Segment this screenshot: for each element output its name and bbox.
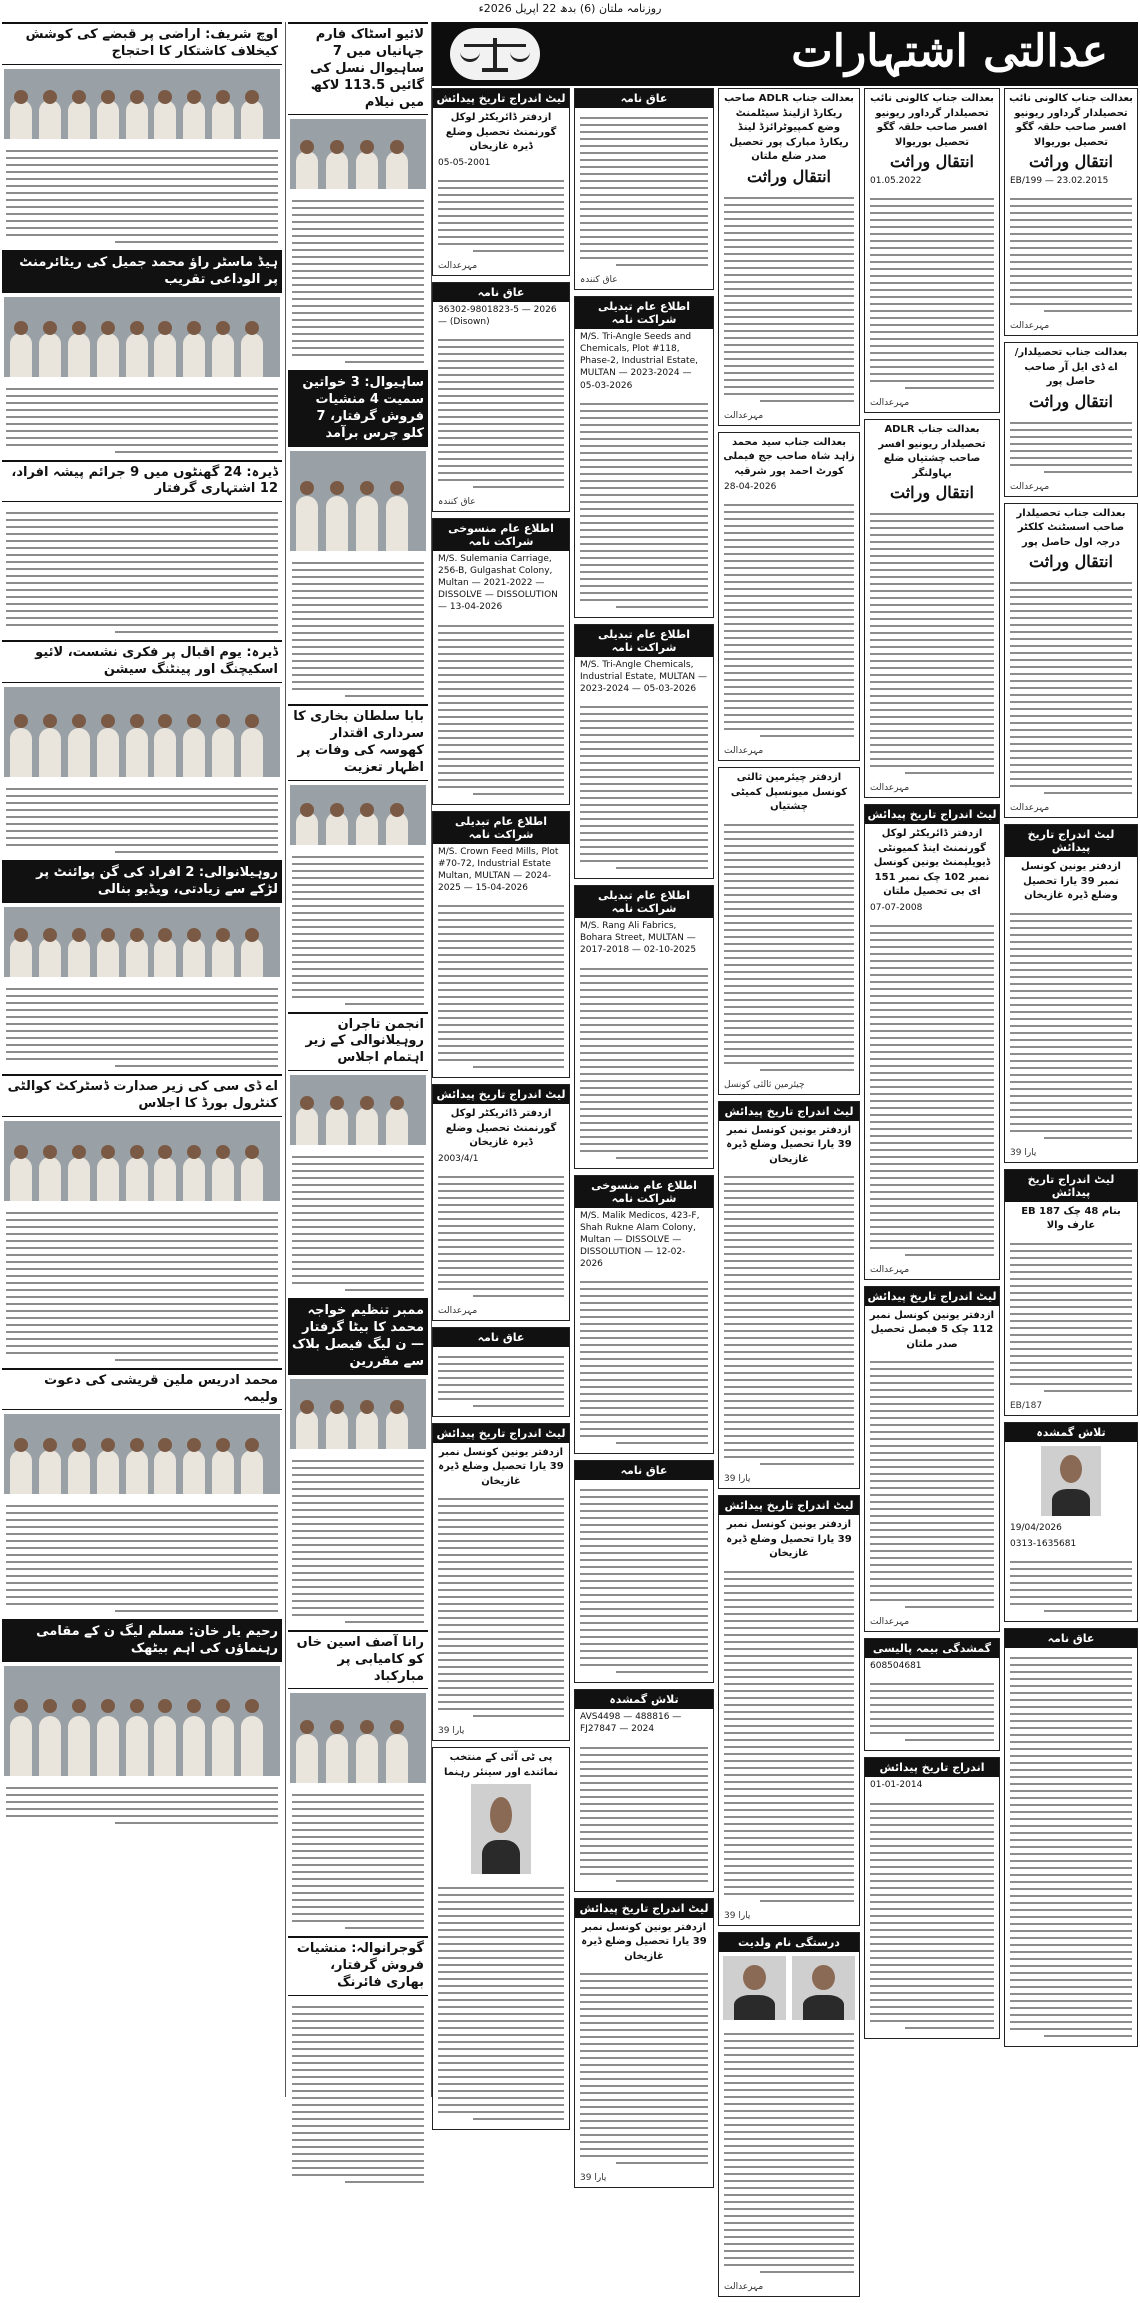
ad-body-text [865, 1674, 999, 1750]
notice-signature: چیئرمین ثالثی کونسل [724, 1079, 805, 1090]
news-body-text [288, 193, 428, 370]
notice-reference: 05-05-2001 [438, 157, 491, 168]
ad-body-text [719, 495, 859, 746]
notice-heading: اطلاع عام تبدیلی شراکت نامہ [433, 812, 569, 844]
notice-heading: لیٹ اندراج تاریخ پیدائش [433, 1424, 569, 1443]
news-body-text [288, 555, 428, 704]
ad-body-text [719, 815, 859, 1080]
court-notice [718, 1495, 860, 1926]
news-photo [4, 297, 280, 377]
news-headline: ڈیرہ: 24 گھنٹوں میں 9 جرائم پیشہ افراد، 12 اشتہاری گرفتار [2, 460, 282, 503]
notice-court-name: بعدالت جناب کالونی نائب تحصیلدار گرداور ریونیو افسر صاحب حلقہ گگو تحصیل بوریوالا [870, 93, 994, 148]
notice-court-name: بعدالت جناب سید محمد زاہد شاہ صاحب جج فیملی کورٹ احمد پور شرقیہ [723, 436, 855, 477]
news-headline: محمد ادریس ملین قریشی کی دعوت ولیمہ [2, 1368, 282, 1411]
notice-latin-text: AVS4498 — 488816 — FJ27847 — 2024 [580, 1712, 682, 1735]
news-body-text [2, 381, 282, 460]
ad-body-text [719, 188, 859, 411]
court-notice [574, 1898, 714, 2189]
notice-reference: EB/199 — 23.02.2015 [1010, 176, 1109, 186]
notice-latin-text: M/S. Crown Feed Mills, Plot #70-72, Industrial Estate Multan, MULTAN — 2024-2025 — 15-04-2026 [438, 846, 559, 894]
notice-court-name: بعدالت جناب کالونی نائب تحصیلدار گرداور ریونیو افسر صاحب حلقہ گگو تحصیل بوریوالا [1009, 93, 1133, 148]
notice-type: انتقال وراثت [1029, 391, 1113, 411]
notice-signature: مہرعدالت [724, 410, 764, 421]
court-notice [718, 1932, 860, 2297]
politician-photo [471, 1784, 531, 1874]
court-notice [864, 419, 1000, 798]
ad-body-text [575, 959, 713, 1168]
notice-court-name: بعدالت جناب ADLR تحصیلدار ریونیو افسر صاحب چشتیاں ضلع بہاولنگر [878, 424, 986, 479]
notice-heading: تلاش گمشدہ [1005, 1423, 1137, 1442]
court-notice [718, 432, 860, 762]
notice-signature: عاق کنندہ [580, 275, 618, 285]
notice-latin-text: M/S. Malik Medicos, 423-F, Shah Rukne Alam Colony, Multan — DISSOLVE — DISSOLUTION — 12-02-2026 [580, 1210, 700, 1270]
notice-heading: عاق نامہ [575, 1461, 713, 1480]
notice-signature: 39 یارا [580, 2173, 607, 2184]
court-notice [432, 811, 570, 1079]
ad-body-text [1005, 1234, 1137, 1401]
masthead [432, 22, 1138, 86]
notice-signature: مہرعدالت [870, 398, 910, 409]
ad-body-text [1005, 413, 1137, 482]
court-notice [718, 1101, 860, 1490]
notice-signature: مہرعدالت [724, 2281, 764, 2292]
ad-column-3 [718, 88, 860, 2303]
news-headline: اے ڈی سی کی زیر صدارت ڈسٹرکٹ کوالٹی کنٹرول بورڈ کا اجلاس [2, 1074, 282, 1117]
notice-court-name: ازدفتر یونین کونسل نمبر 39 یارا تحصیل وضلع ڈیرہ غازیخان [581, 1921, 707, 1962]
notice-heading: اطلاع عام تبدیلی شراکت نامہ [575, 297, 713, 329]
ad-body-text [433, 1167, 569, 1306]
news-body-text [2, 1498, 282, 1619]
notice-court-name: ازدفتر یونین کونسل نمبر 112 چک 5 فیصل تحصیل صدر ملتان [869, 1309, 995, 1350]
ad-body-text [865, 1794, 999, 2038]
notice-reference: 01-01-2014 [870, 1780, 923, 1791]
news-headline: گوجرانوالہ: منشیات فروش گرفتار، بھاری فائرنگ [288, 1936, 428, 1996]
news-photo [290, 1379, 426, 1449]
news-photo [4, 1414, 280, 1494]
applicant-photo [792, 1956, 855, 2020]
notice-court-name: ازدفتر یونین کونسل نمبر 39 یارا تحصیل وضلع ڈیرہ غازیخان [1021, 861, 1121, 902]
court-notice [718, 88, 860, 426]
notice-reference: 2003/4/1 [438, 1153, 479, 1164]
notice-signature: مہرعدالت [724, 746, 764, 757]
notice-signature: مہرعدالت [1010, 321, 1050, 332]
notice-latin-text: M/S. Rang Ali Fabrics, Bohara Street, MULTAN — 2017-2018 — 02-10-2025 [580, 921, 697, 956]
news-photo [290, 119, 426, 189]
court-notice [574, 885, 714, 1168]
news-column-6 [288, 22, 428, 2190]
notice-signature: 39 یارا [724, 1910, 751, 1921]
notice-court-name: ازدفتر ڈائریکٹر لوکل گورنمنٹ اینڈ کمیونٹی ڈیویلپمنٹ یونین کونسل نمبر 102 چک نمبر 151 ای بی تحصیل ملتان [873, 828, 991, 898]
news-body-text [288, 849, 428, 1012]
notice-type: انتقال وراثت [890, 152, 974, 171]
notice-heading: لیٹ اندراج تاریخ پیدائش [1005, 825, 1137, 857]
notice-signature: EB/187 [1010, 1400, 1043, 1411]
ad-column-5 [432, 88, 570, 2136]
ad-body-text [433, 1878, 569, 2129]
ad-column-2 [864, 88, 1000, 2045]
news-headline: ڈیرہ: یوم اقبال پر فکری نشست، لائیو اسکیچنگ اور پینٹنگ سیشن [2, 640, 282, 683]
news-headline: انجمن تاجران روہیلانوالی کے زیر اہتمام اجلاس [288, 1012, 428, 1072]
notice-heading: عاق نامہ [433, 283, 569, 302]
masthead-title: عدالتی اشتہارات [791, 26, 1108, 77]
notice-heading: لیٹ اندراج تاریخ پیدائش [719, 1496, 859, 1515]
ad-body-text [719, 1562, 859, 1911]
notice-heading: لیٹ اندراج تاریخ پیدائش [865, 805, 999, 824]
ad-body-text [575, 394, 713, 617]
scales-of-justice-icon [450, 28, 540, 80]
notice-latin-text: 36302-9801823-5 — 2026 — (Disown) [438, 304, 557, 327]
notice-type: انتقال وراثت [1029, 552, 1113, 572]
court-notice [574, 296, 714, 618]
news-photo [4, 1121, 280, 1201]
notice-heading: تلاش گمشدہ [575, 1690, 713, 1709]
court-notice [432, 1747, 570, 2130]
notice-heading: لیٹ اندراج تاریخ پیدائش [575, 1899, 713, 1918]
ad-body-text [433, 330, 569, 497]
notice-reference: 01.05.2022 [870, 176, 922, 186]
court-notice [1004, 824, 1138, 1163]
notice-date: 19/04/2026 [1010, 1522, 1062, 1533]
ad-body-text [575, 108, 713, 275]
contact-number: 0313-1635681 [1010, 1538, 1077, 1549]
ad-body-text [719, 1167, 859, 1474]
court-notice [1004, 503, 1138, 819]
ad-body-text [719, 2024, 859, 2282]
news-headline: رحیم یار خان: مسلم لیگ ن کے مقامی رہنماؤں کی اہم بیٹھک [2, 1619, 282, 1662]
ad-body-text [865, 504, 999, 783]
notice-heading: لیٹ اندراج تاریخ پیدائش [865, 1287, 999, 1306]
court-notice [574, 1689, 714, 1891]
ad-body-text [865, 916, 999, 1265]
news-column-7 [2, 22, 282, 1831]
court-notice [718, 767, 860, 1095]
news-headline: ممبر تنظیم خواجہ محمد کا بیٹا گرفتار — ن لیگ فیصل بلاک سے مقررین [288, 1298, 428, 1375]
court-notice [432, 1084, 570, 1321]
notice-signature: عاق کنندہ [438, 496, 476, 507]
notice-heading: لیٹ اندراج تاریخ پیدائش [719, 1102, 859, 1121]
court-notice [864, 1757, 1000, 2038]
news-body-text [288, 1999, 428, 2190]
news-headline: رانا آصف اسین خاں کو کامیابی پر مبارکباد [288, 1630, 428, 1690]
ad-body-text [1005, 1648, 1137, 2046]
notice-heading: گمشدگی بیمہ پالیسی [865, 1639, 999, 1658]
news-body-text [2, 1780, 282, 1831]
notice-latin-text: M/S. Tri-Angle Chemicals, Industrial Estate, MULTAN — 2023-2024 — 05-03-2026 [580, 659, 707, 694]
ad-body-text [433, 171, 569, 261]
notice-heading: لیٹ اندراج تاریخ پیدائش [433, 89, 569, 108]
ad-body-text [575, 697, 713, 878]
ad-column-4 [574, 88, 714, 2194]
notice-signature: مہرعدالت [438, 1305, 478, 1316]
court-notice [1004, 342, 1138, 497]
notice-court-name: ازدفتر یونین کونسل نمبر 39 یارا تحصیل وضلع ڈیرہ غازیخان [438, 1446, 564, 1487]
ad-body-text [1005, 904, 1137, 1148]
news-headline: ساہیوال: 3 خواتین سمیت 4 منشیات فروش گرفتار، 7 کلو چرس برآمد [288, 370, 428, 447]
notice-latin-text: M/S. Sulemania Carriage, 256-B, Gulgashat Colony, Multan — 2021-2022 — DISSOLVE — DISSOLUTION — 13-04-2026 [438, 553, 558, 613]
notice-court-name: ازدفتر یونین کونسل نمبر 39 یارا تحصیل وضلع ڈیرہ غازیخان [726, 1124, 852, 1165]
ad-body-text [575, 1272, 713, 1453]
news-photo [290, 1693, 426, 1783]
notice-heading: لیٹ اندراج تاریخ پیدائش [1005, 1170, 1137, 1202]
notice-signature: مہرعدالت [1010, 481, 1050, 492]
notice-reference: 07-07-2008 [870, 902, 923, 913]
court-notice [1004, 88, 1138, 336]
court-notice [1004, 1422, 1138, 1622]
court-notice [574, 88, 714, 290]
court-notice [432, 1423, 570, 1742]
news-headline: بابا سلطان بخاری کا سرداری اقتدار کھوسہ کی وفات پر اظہار تعزیت [288, 704, 428, 781]
notice-court-name: ازدفتر چیئرمین ثالثی کونسل میونسپل کمیٹی چشتیاں [730, 772, 848, 813]
notice-reference: 28-04-2026 [724, 482, 777, 492]
court-notice [432, 1327, 570, 1417]
court-notice [864, 88, 1000, 413]
news-photo [290, 785, 426, 845]
news-headline: اوچ شریف: اراضی پر قبضے کی کوشش کیخلاف کاشتکار کا احتجاج [2, 22, 282, 65]
notice-type: انتقال وراثت [890, 483, 974, 503]
ad-body-text [433, 896, 569, 1077]
news-body-text [288, 1149, 428, 1298]
notice-heading: اطلاع عام تبدیلی شراکت نامہ [575, 886, 713, 918]
notice-signature: 39 یارا [1010, 1147, 1037, 1158]
notice-court-name: بنام 48 چک EB 187 عارف والا [1021, 1205, 1121, 1232]
ad-body-text [575, 1480, 713, 1682]
notice-heading: اندراج تاریخ پیدائش [865, 1758, 999, 1777]
notice-court-name: پی ٹی آئی کے منتخب نمائندے اور سینئر رہنما [444, 1752, 558, 1778]
news-photo [4, 1666, 280, 1776]
court-notice [864, 1286, 1000, 1633]
notice-signature: مہرعدالت [870, 1264, 910, 1275]
news-photo [290, 1075, 426, 1145]
court-notice [432, 282, 570, 512]
notice-heading: اطلاع عام منسوخی شراکت نامہ [433, 519, 569, 551]
ad-body-text [433, 1489, 569, 1726]
notice-court-name: بعدالت جناب تحصیلدار صاحب اسسٹنٹ کلکٹر درجہ اول حاصل پور [1016, 507, 1126, 548]
news-headline: ہیڈ ماسٹر راؤ محمد جمیل کی ریٹائرمنٹ پر الوداعی تقریب [2, 250, 282, 293]
court-notice [1004, 1169, 1138, 1416]
notice-heading: عاق نامہ [433, 1328, 569, 1347]
notice-signature: مہرعدالت [870, 1617, 910, 1628]
news-body-text [288, 1787, 428, 1936]
notice-type: انتقال وراثت [747, 166, 831, 186]
notice-heading: لیٹ اندراج تاریخ پیدائش [433, 1085, 569, 1104]
news-body-text [2, 981, 282, 1074]
notice-court-name: ازدفتر یونین کونسل نمبر 39 یارا تحصیل وضلع ڈیرہ غازیخان [726, 1519, 852, 1560]
notice-heading: اطلاع عام منسوخی شراکت نامہ [575, 1176, 713, 1208]
notice-court-name: ازدفتر ڈائریکٹر لوکل گورنمنٹ تحصیل وضلع ڈیرہ غازیخان [445, 1108, 557, 1149]
ad-body-text [433, 616, 569, 804]
notice-signature: 39 یارا [438, 1726, 465, 1737]
court-notice [1004, 1628, 1138, 2047]
news-body-text [2, 505, 282, 640]
court-notice [864, 804, 1000, 1280]
ad-body-text [1005, 573, 1137, 803]
court-notice [574, 624, 714, 879]
ad-column-1 [1004, 88, 1138, 2053]
notice-type: انتقال وراثت [1029, 152, 1113, 171]
notice-heading: درستگی نام ولدیت [719, 1933, 859, 1952]
news-photo [4, 69, 280, 139]
news-headline: روہیلانوالی: 2 افراد کی گن پوائنٹ پر لڑکے سے زیادتی، ویڈیو بنالی [2, 860, 282, 903]
court-notice [432, 518, 570, 805]
notice-court-name: ازدفتر ڈائریکٹر لوکل گورنمنٹ تحصیل وضلع ڈیرہ غازیخان [445, 112, 557, 152]
notice-court-name: بعدالت جناب تحصیلدار/ اے ڈی ایل آر صاحب حاصل پور [1014, 347, 1128, 388]
court-notice [574, 1175, 714, 1455]
news-body-text [288, 1453, 428, 1630]
notice-reference: 608504681 [870, 1661, 922, 1672]
notice-signature: مہرعدالت [870, 783, 910, 794]
notice-latin-text: M/S. Tri-Angle Seeds and Chemicals, Plot #118, Phase-2, Industrial Estate, MULTAN — 2023-2024 — 05-03-2026 [580, 332, 698, 391]
ad-body-text [1005, 1552, 1137, 1621]
court-notice [432, 88, 570, 276]
missing-person-photo [1041, 1446, 1101, 1516]
news-photo [4, 687, 280, 777]
ad-body-text [865, 1352, 999, 1617]
news-photo [290, 451, 426, 551]
news-body-text [2, 781, 282, 860]
news-headline: لائیو اسٹاک فارم جہانیاں میں 7 ساہیوال نسل کی گائیں 113.5 لاکھ میں نیلام [288, 22, 428, 115]
court-notice [864, 1638, 1000, 1751]
ad-body-text [865, 189, 999, 398]
ad-body-text [1005, 189, 1137, 321]
court-notice [574, 1460, 714, 1683]
news-body-text [2, 143, 282, 250]
ad-body-text [433, 1347, 569, 1416]
notice-court-name: بعدالت جناب ADLR صاحب ریکارڈ ازلینڈ سیٹلمنٹ وضع کمپیوٹرائزڈ لینڈ ریکارڈ مبارک پور تحصیل صدر ضلع ملتان [724, 93, 854, 162]
applicant-photo [723, 1956, 786, 2020]
notice-signature: 39 یارا [724, 1474, 751, 1485]
ad-body-text [575, 1738, 713, 1891]
ad-body-text [575, 1964, 713, 2173]
dateline: روزنامہ ملتان (6) بدھ 22 اپریل 2026ء [478, 2, 662, 15]
notice-heading: عاق نامہ [1005, 1629, 1137, 1648]
notice-signature: مہرعدالت [1010, 803, 1050, 814]
notice-heading: عاق نامہ [575, 89, 713, 108]
news-body-text [2, 1205, 282, 1368]
notice-heading: اطلاع عام تبدیلی شراکت نامہ [575, 625, 713, 657]
notice-signature: مہرعدالت [438, 260, 478, 271]
news-photo [4, 907, 280, 977]
